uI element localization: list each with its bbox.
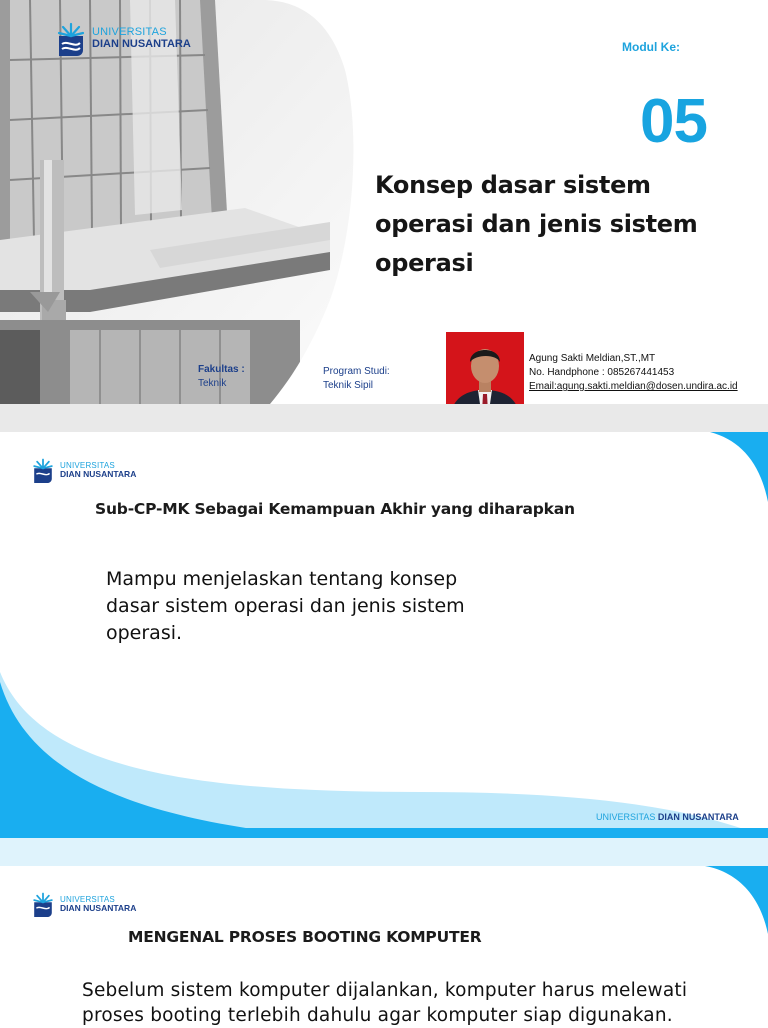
logo-line-2: DIAN NUSANTARA (92, 38, 191, 50)
footer-brand (596, 812, 739, 822)
university-logo-small (32, 458, 136, 483)
booting-heading: MENGENAL PROSES BOOTING KOMPUTER (128, 928, 482, 946)
objective-heading: Sub-CP-MK Sebagai Kemampuan Akhir yang diharapkan (95, 500, 575, 518)
university-logo-icon (32, 892, 54, 917)
author-phone: No. Handphone : 085267441453 (529, 367, 675, 378)
logo-line-1: UNIVERSITAS (92, 26, 167, 39)
objective-body: Mampu menjelaskan tentang konsep dasar sistem operasi dan jenis sistem operasi. (106, 568, 465, 644)
logo-line-2: DIAN NUSANTARA (60, 469, 137, 480)
university-logo-icon (56, 22, 86, 56)
author-name: Agung Sakti Meldian,ST.,MT (529, 353, 656, 364)
modul-label: Modul Ke: (622, 40, 680, 54)
fakultas-value: Teknik (198, 378, 227, 389)
author-photo (446, 332, 524, 404)
slide-gap (0, 838, 768, 866)
cover-slide (0, 0, 768, 404)
slide-gap (0, 404, 768, 432)
university-logo-icon (32, 458, 54, 483)
prodi-value: Teknik Sipil (323, 380, 374, 391)
university-logo-small (32, 892, 136, 917)
author-email[interactable]: Email:agung.sakti.meldian@dosen.undira.ac.id (529, 381, 738, 392)
booting-body: Sebelum sistem komputer dijalankan, komputer harus melewati proses booting terlebih dahulu agar komputer siap digunakan. (82, 980, 688, 1026)
cover-title: Konsep dasar sistem operasi dan jenis sistem operasi (375, 171, 698, 277)
author-info (529, 352, 738, 394)
footer-brand-name: DIAN NUSANTARA (657, 812, 739, 822)
logo-line-2: DIAN NUSANTARA (60, 903, 137, 914)
modul-number: 05 (640, 87, 707, 156)
university-logo (56, 22, 191, 56)
footer-brand-prefix: UNIVERSITAS (596, 812, 656, 822)
logo-line-1: UNIVERSITAS (60, 460, 115, 470)
prodi-label: Program Studi: (323, 366, 390, 377)
fakultas-label: Fakultas : (198, 364, 245, 375)
logo-line-1: UNIVERSITAS (60, 894, 115, 904)
